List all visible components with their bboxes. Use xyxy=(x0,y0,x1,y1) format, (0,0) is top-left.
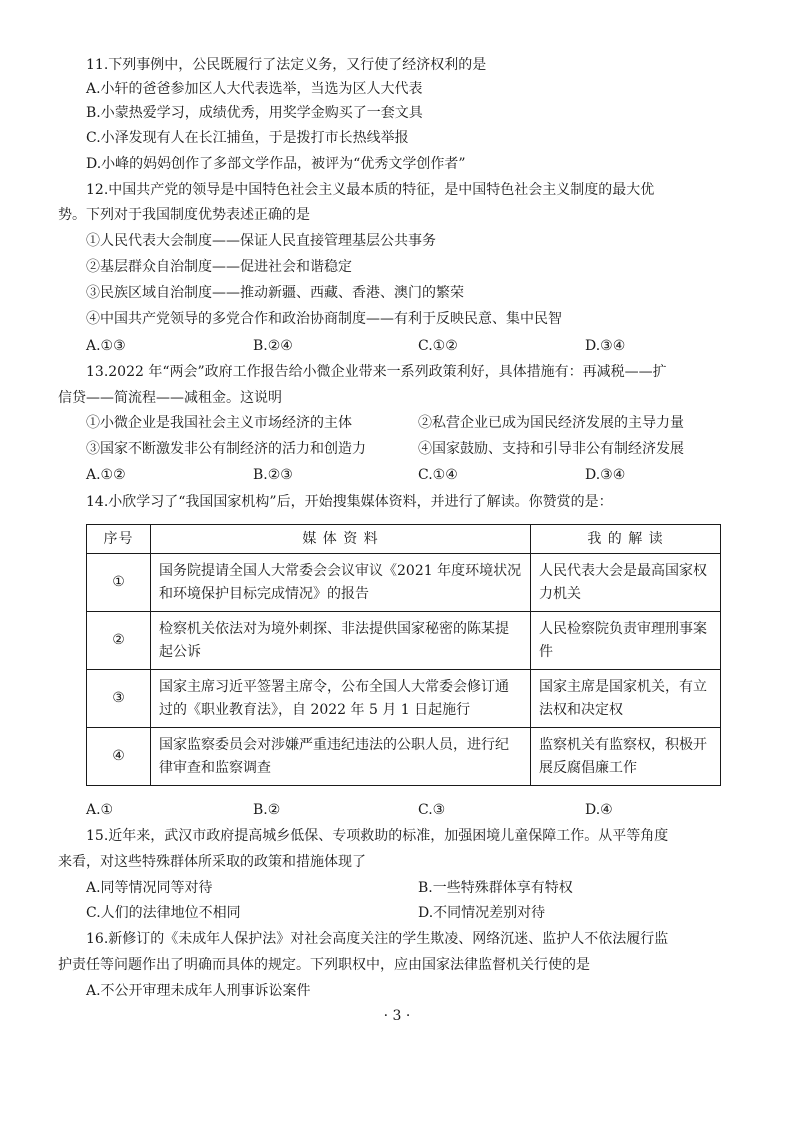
q15-stem-line1: 15.近年来，武汉市政府提高城乡低保、专项救助的标准，加强困境儿童保障工作。从平等角度 xyxy=(86,828,669,844)
q12-stem-line2: 势。下列对于我国制度优势表述正确的是 xyxy=(58,207,310,223)
q13-stem-line2: 信贷——简流程——减租金。这说明 xyxy=(58,390,282,406)
media-table xyxy=(86,524,721,786)
row-reading: 人民代表大会是最高国家权力机关 xyxy=(531,554,721,612)
q15-choice-c: C.人们的法律地位不相同 xyxy=(86,905,241,921)
q13-choice-b: B.②③ xyxy=(253,467,293,483)
q12-item-4: ④中国共产党领导的多党合作和政治协商制度——有利于反映民意、集中民智 xyxy=(86,311,562,327)
q15-choice-d: D.不同情况差别对待 xyxy=(418,905,546,921)
table-row xyxy=(87,554,721,612)
q16-stem-line1: 16.新修订的《未成年人保护法》对社会高度关注的学生欺凌、网络沉迷、监护人不依法履行监 xyxy=(86,931,669,947)
row-material: 国务院提请全国人大常委会会议审议《2021 年度环境状况和环境保护目标完成情况》的报告 xyxy=(151,554,531,612)
q14-choice-c: C.③ xyxy=(418,802,446,818)
table-header-row xyxy=(87,525,721,554)
q15-choice-b: B.一些特殊群体享有特权 xyxy=(418,880,573,896)
row-material: 检察机关依法对为境外刺探、非法提供国家秘密的陈某提起公诉 xyxy=(151,612,531,670)
q15-stem-line2: 来看，对这些特殊群体所采取的政策和措施体现了 xyxy=(58,854,366,870)
q14-stem: 14.小欣学习了“我国国家机构”后，开始搜集媒体资料，并进行了解读。你赞赏的是： xyxy=(86,494,613,510)
q16-stem-line2: 护责任等问题作出了明确而具体的规定。下列职权中，应由国家法律监督机关行使的是 xyxy=(58,957,590,973)
row-number: ③ xyxy=(87,670,151,728)
q11-stem: 11.下列事例中，公民既履行了法定义务，又行使了经济权利的是 xyxy=(86,57,487,73)
q12-choice-a: A.①③ xyxy=(86,338,126,354)
row-number: ① xyxy=(87,554,151,612)
row-number: ④ xyxy=(87,728,151,786)
q14-choice-d: D.④ xyxy=(585,802,613,818)
row-reading: 国家主席是国家机关，有立法权和决定权 xyxy=(531,670,721,728)
q11-option-d: D.小峰的妈妈创作了多部文学作品，被评为“优秀文学创作者” xyxy=(86,156,466,172)
table-row xyxy=(87,670,721,728)
table-row xyxy=(87,612,721,670)
q16-option-a: A.不公开审理未成年人刑事诉讼案件 xyxy=(86,983,311,999)
row-reading: 人民检察院负责审理刑事案件 xyxy=(531,612,721,670)
q15-choice-a: A.同等情况同等对待 xyxy=(86,880,213,896)
q13-stem-line1: 13.2022 年“两会”政府工作报告给小微企业带来一系列政策利好，具体措施有：再减税——扩 xyxy=(86,364,667,380)
q14-choice-b: B.② xyxy=(253,802,281,818)
q13-item-2: ②私营企业已成为国民经济发展的主导力量 xyxy=(418,415,684,431)
q12-choice-c: C.①② xyxy=(418,338,458,354)
q13-choice-a: A.①② xyxy=(86,467,126,483)
row-material: 国家主席习近平签署主席令，公布全国人大常委会修订通过的《职业教育法》，自 2022 年 5 月 1 日起施行 xyxy=(151,670,531,728)
row-reading: 监察机关有监察权，积极开展反腐倡廉工作 xyxy=(531,728,721,786)
q13-choice-d: D.③④ xyxy=(585,467,626,483)
row-material: 国家监察委员会对涉嫌严重违纪违法的公职人员，进行纪律审查和监察调查 xyxy=(151,728,531,786)
q12-item-1: ①人民代表大会制度——保证人民直接管理基层公共事务 xyxy=(86,233,436,249)
q11-option-c: C.小泽发现有人在长江捕鱼，于是拨打市长热线举报 xyxy=(86,130,409,146)
q12-choice-d: D.③④ xyxy=(585,338,626,354)
q13-item-4: ④国家鼓励、支持和引导非公有制经济发展 xyxy=(418,441,684,457)
q13-item-1: ①小微企业是我国社会主义市场经济的主体 xyxy=(86,415,352,431)
q12-stem-line1: 12.中国共产党的领导是中国特色社会主义最本质的特征，是中国特色社会主义制度的最大优 xyxy=(86,182,655,198)
page-number: · 3 · xyxy=(383,1008,411,1024)
q13-choice-c: C.①④ xyxy=(418,467,458,483)
header-no: 序号 xyxy=(87,525,151,554)
q12-choice-b: B.②④ xyxy=(253,338,293,354)
table-row xyxy=(87,728,721,786)
q14-choice-a: A.① xyxy=(86,802,114,818)
q13-item-3: ③国家不断激发非公有制经济的活力和创造力 xyxy=(86,441,366,457)
header-material: 媒 体 资 料 xyxy=(151,525,531,554)
q12-item-3: ③民族区域自治制度——推动新疆、西藏、香港、澳门的繁荣 xyxy=(86,285,464,301)
q11-option-b: B.小蒙热爱学习，成绩优秀，用奖学金购买了一套文具 xyxy=(86,105,423,121)
header-reading: 我 的 解 读 xyxy=(531,525,721,554)
row-number: ② xyxy=(87,612,151,670)
q11-option-a: A.小轩的爸爸参加区人大代表选举，当选为区人大代表 xyxy=(86,81,423,97)
q12-item-2: ②基层群众自治制度——促进社会和谐稳定 xyxy=(86,259,352,275)
